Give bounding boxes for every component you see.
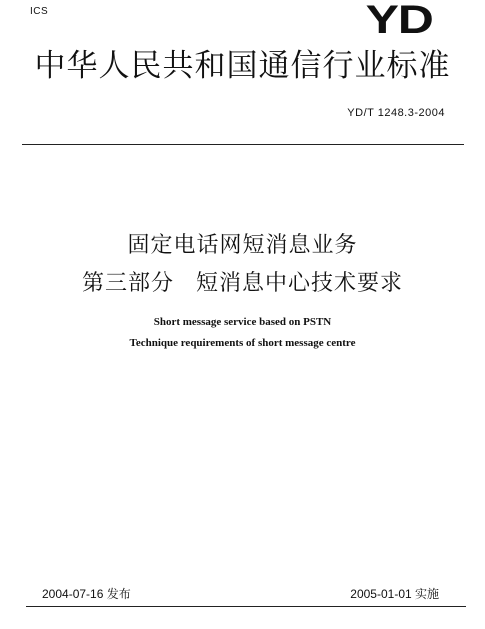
top-divider [22, 144, 464, 145]
ics-label: ICS [30, 6, 49, 17]
title-cn-part-subject: 短消息中心技术要求 [196, 271, 404, 296]
title-cn-part-label: 第三部分 [81, 271, 174, 296]
standard-code: YD/T 1248.3-2004 [347, 107, 445, 119]
bottom-divider [26, 606, 466, 607]
standard-name: 中华人民共和国通信行业标准 [34, 48, 451, 84]
implement-date: 2005-01-01 实施 [350, 587, 439, 601]
title-cn-line1: 固定电话网短消息业务 [127, 233, 358, 258]
yd-logo: YD [366, 0, 433, 42]
issue-date: 2004-07-16 发布 [42, 587, 131, 601]
title-en-line1: Short message service based on PSTN [153, 316, 332, 328]
title-cn-line2 [0, 270, 485, 298]
title-en-line2: Technique requirements of short message centre [129, 337, 356, 349]
